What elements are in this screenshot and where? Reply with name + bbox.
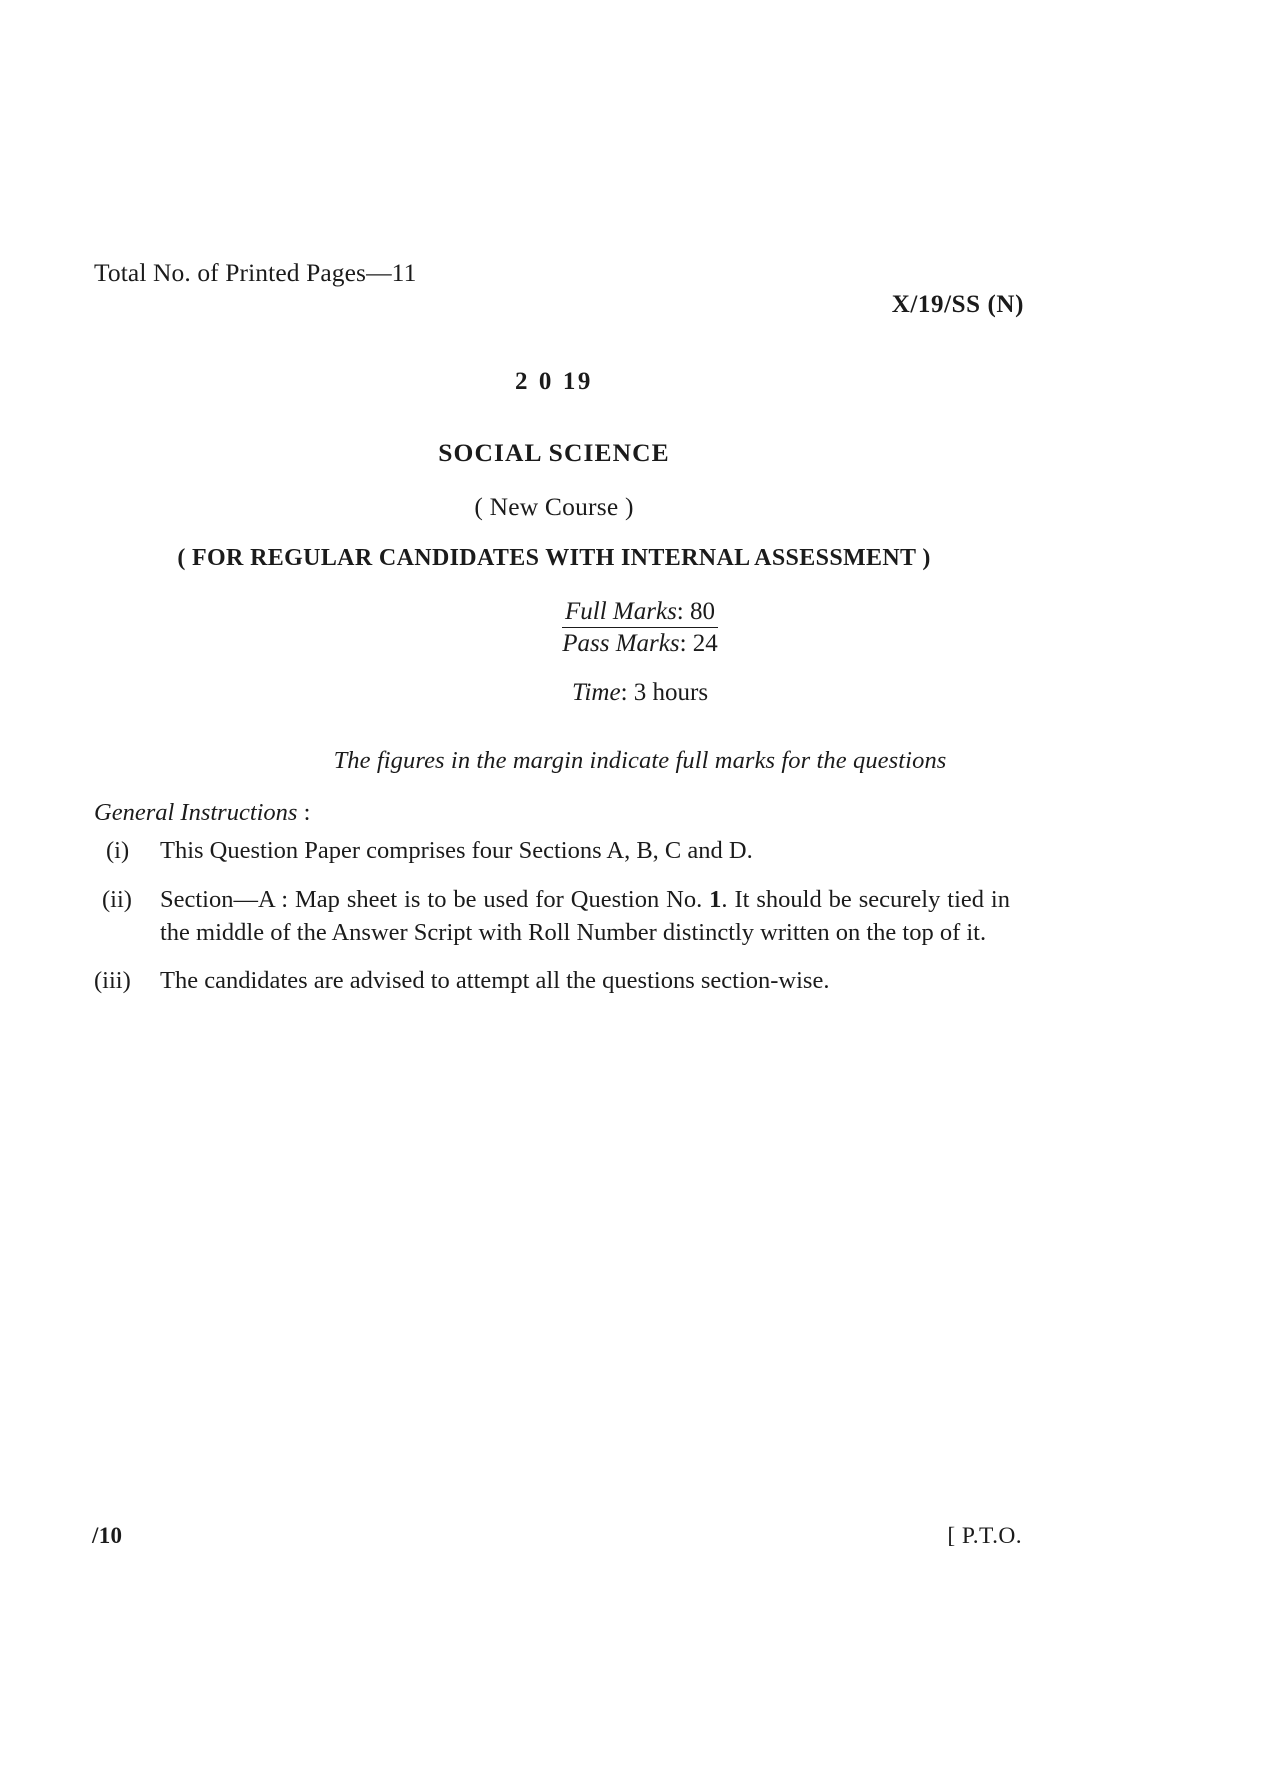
full-marks-line [562, 597, 718, 628]
instruction-question-number: 1 [709, 885, 722, 913]
pass-marks-label: Pass Marks [562, 630, 680, 658]
general-instructions-heading [94, 799, 310, 827]
instruction-text-iii: The candidates are advised to attempt all the questions section-wise. [160, 967, 830, 995]
instruction-item-i [94, 835, 1010, 868]
instruction-item-iii [94, 965, 1010, 998]
margin-figures-note: The figures in the margin indicate full marks for the questions [333, 747, 947, 774]
exam-year: 2 0 19 [514, 368, 594, 395]
page-header [94, 258, 1024, 318]
general-instructions-list [94, 835, 1010, 998]
instruction-marker-iii: (iii) [94, 967, 131, 995]
instruction-text-ii-before: Section—A : Map sheet is to be used for Question No. [160, 885, 710, 913]
subject-title: SOCIAL SCIENCE [438, 438, 670, 467]
pass-marks-value: : 24 [679, 630, 718, 658]
footer-page-code: /10 [92, 1523, 123, 1548]
candidate-category-note: ( FOR REGULAR CANDIDATES WITH INTERNAL ASSESSMENT ) [177, 545, 931, 571]
full-marks-label: Full Marks [565, 598, 677, 625]
instruction-text-i: This Question Paper comprises four Sections A, B, C and D. [160, 837, 753, 864]
instruction-text-ii-after: . It should be securely tied in the middle of the Answer Script with Roll Number distinctly written on the top of it. [160, 885, 1010, 946]
paper-code: X/19/SS (N) [891, 291, 1024, 318]
time-label: Time [571, 679, 621, 706]
general-instructions-colon: : [297, 799, 311, 826]
footer-pto: [ P.T.O. [947, 1523, 1022, 1549]
time-value: : 3 hours [620, 679, 709, 706]
pass-marks-line [562, 628, 718, 659]
instruction-marker-ii: (ii) [102, 885, 132, 913]
course-label: ( New Course ) [474, 492, 634, 521]
total-printed-pages: Total No. of Printed Pages—11 [94, 258, 417, 287]
marks-block [0, 597, 1280, 659]
time-line [0, 679, 1280, 707]
instruction-text-ii [160, 884, 1010, 950]
instruction-marker-i: (i) [106, 837, 130, 864]
instruction-item-ii [94, 884, 1010, 950]
general-instructions-label: General Instructions [94, 799, 298, 826]
full-marks-value: : 80 [676, 598, 715, 625]
